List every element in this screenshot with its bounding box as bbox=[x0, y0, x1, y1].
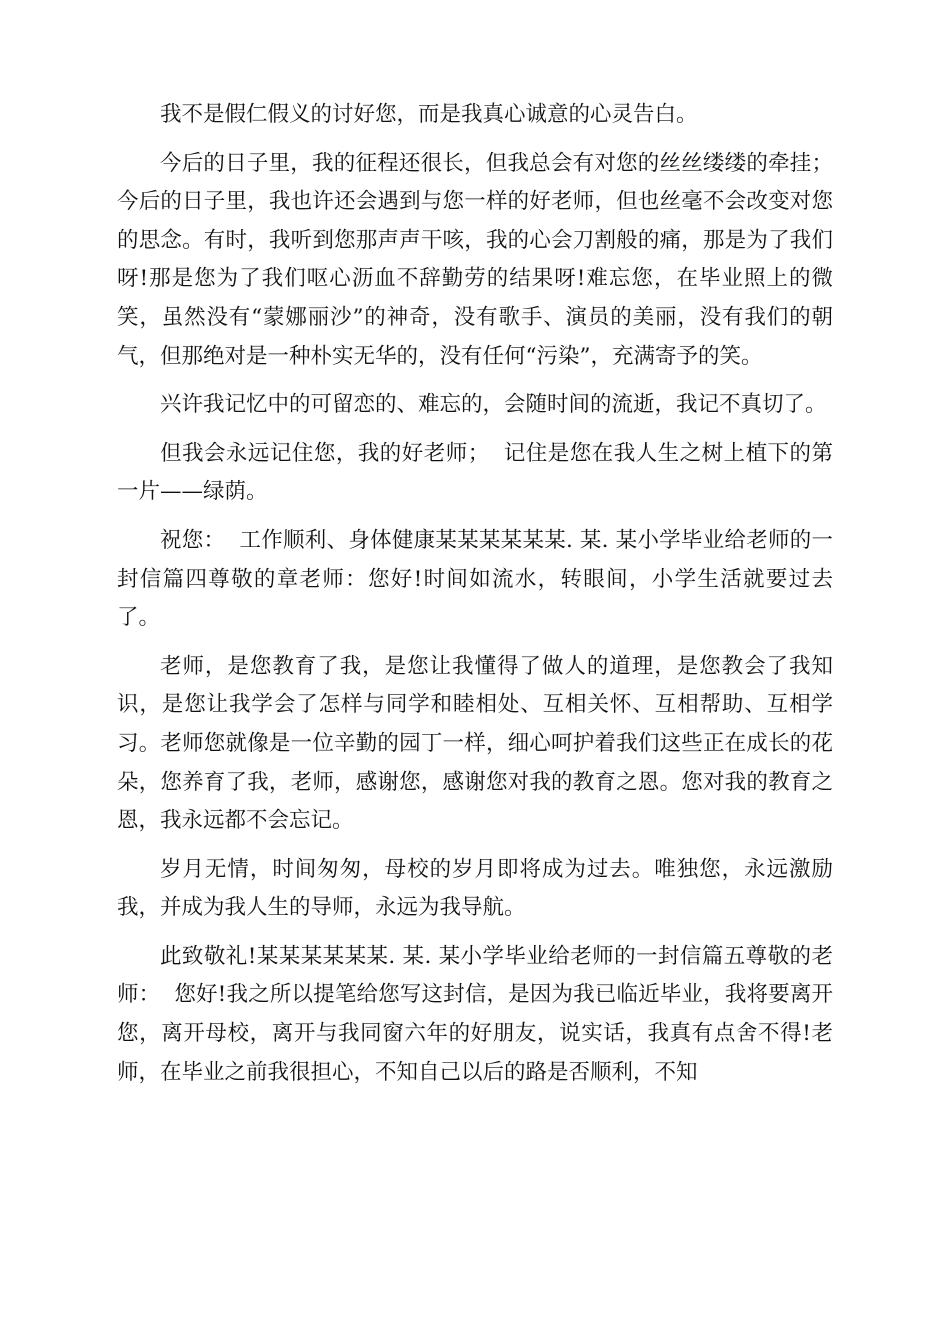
paragraph-letter-five: 此致敬礼!某某某某某某. 某. 某小学毕业给老师的一封信篇五尊敬的老师： 您好!我之所以提笔给您写这封信，是因为我已临近毕业，我将要离开您，离开母校，离开与我同窗六年的好朋友，说实话，我真有点舍不得!老师，在毕业之前我很担心，不知自己以后的路是否顺利，不知 bbox=[117, 943, 833, 1085]
paragraph-future-days: 今后的日子里，我的征程还很长，但我总会有对您的丝丝缕缕的牵挂； 今后的日子里，我也许还会遇到与您一样的好老师，但也丝毫不会改变对您的思念。有时，我听到您那声声干咳，我的心会刀割般的痛，那是为了我们呀!那是您为了我们呕心沥血不辞勤劳的结果呀!难忘您，在毕业照上的微笑，虽然没有“蒙娜丽沙”的神奇，没有歌手、演员的美丽，没有我们的朝气，但那绝对是一种朴实无华的，没有任何“污染”，充满寄予的笑。 bbox=[117, 150, 847, 369]
paragraph-memories: 兴许我记忆中的可留恋的、难忘的，会随时间的流逝，我记不真切了。 bbox=[160, 392, 827, 418]
paragraph-wishes-letter-four: 祝您： 工作顺利、身体健康某某某某某某. 某. 某小学毕业给老师的一封信篇四尊敬的章老师：您好!时间如流水，转眼间，小学生活就要过去了。 bbox=[117, 527, 833, 631]
paragraph-time-passes: 岁月无情，时间匆匆，母校的岁月即将成为过去。唯独您，永远激励我，并成为我人生的导师，永远为我导航。 bbox=[117, 856, 833, 921]
paragraph-teacher-taught: 老师，是您教育了我，是您让我懂得了做人的道理，是您教会了我知识，是您让我学会了怎样与同学和睦相处、互相关怀、互相帮助、互相学习。老师您就像是一位辛勤的园丁一样，细心呵护着我们这些正在成长的花朵，您养育了我，老师，感谢您，感谢您对我的教育之恩。您对我的教育之恩，我永远都不会忘记。 bbox=[117, 653, 833, 834]
paragraph-sincerity: 我不是假仁假义的讨好您，而是我真心诚意的心灵告白。 bbox=[160, 102, 698, 127]
paragraph-remember-teacher: 但我会永远记住您，我的好老师； 记住是您在我人生之树上植下的第一片——绿荫。 bbox=[117, 440, 833, 505]
document-page bbox=[117, 96, 847, 1102]
